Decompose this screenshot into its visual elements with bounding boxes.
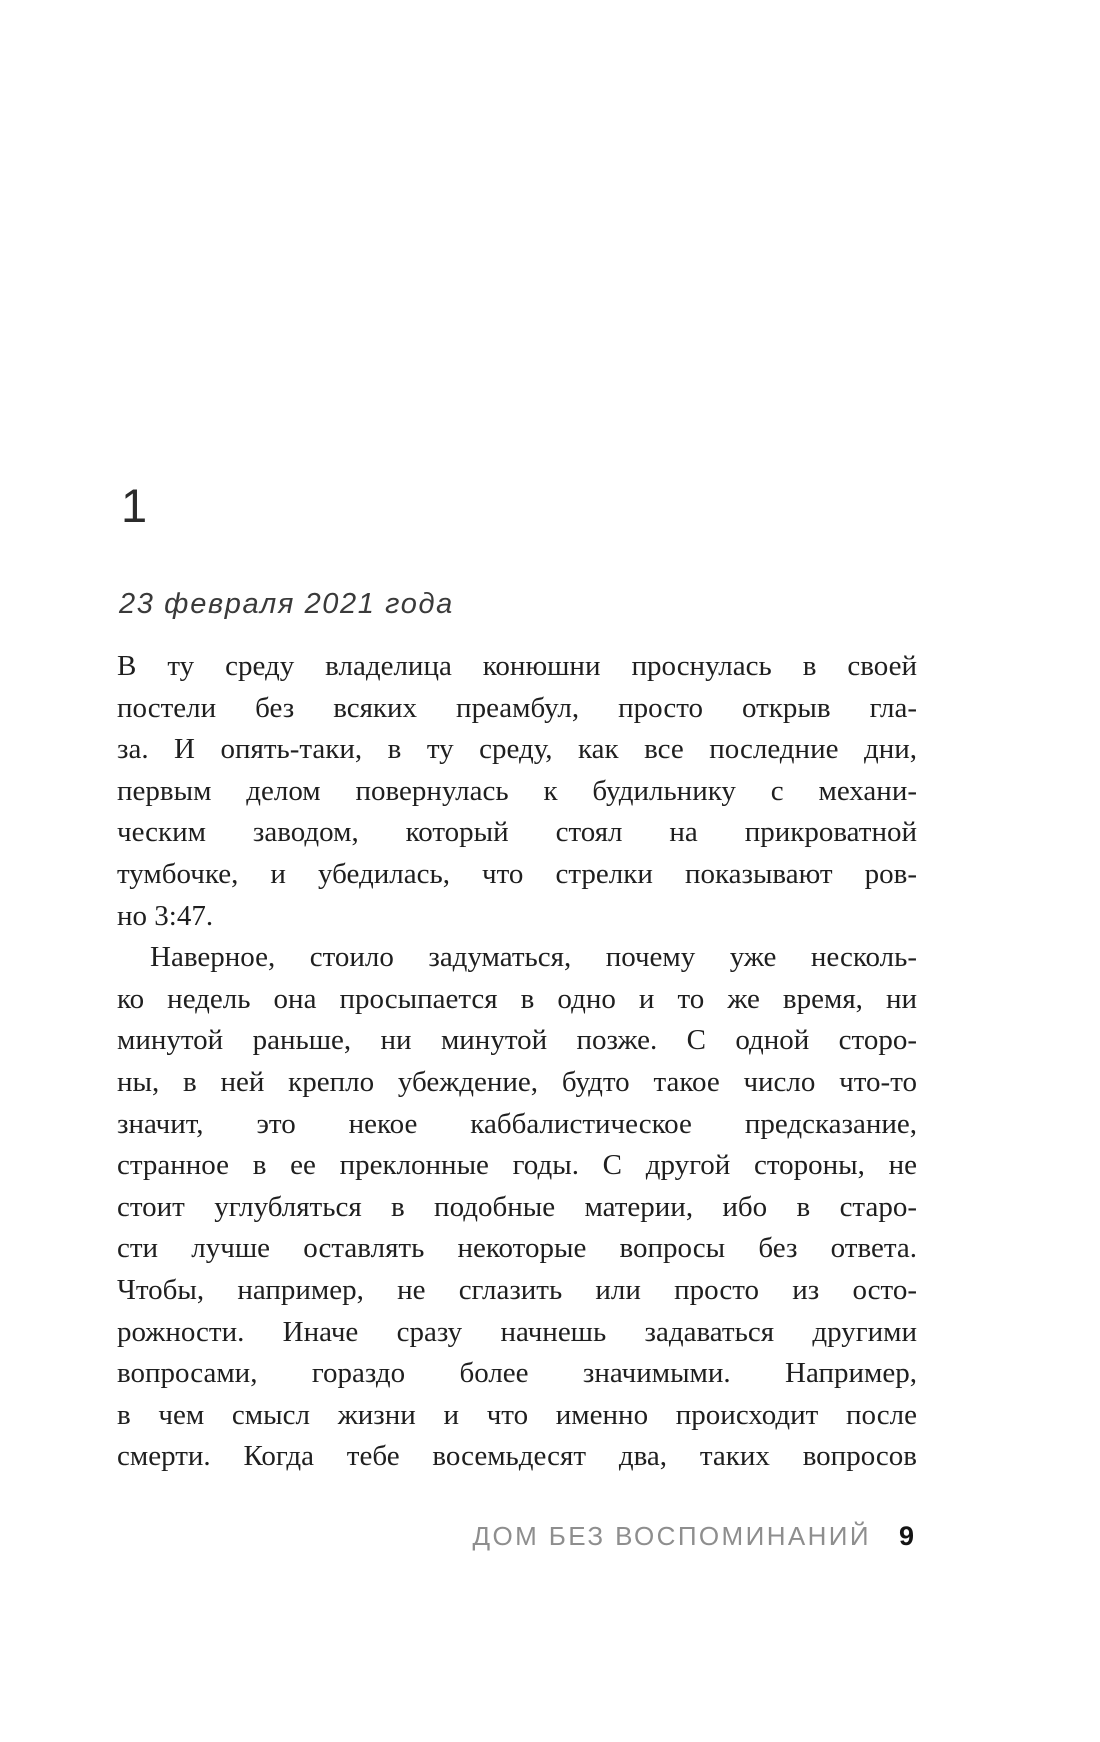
body-line: странное в ее преклонные годы. С другой стороны, не bbox=[117, 1149, 917, 1182]
body-line: сти лучше оставлять некоторые вопросы без ответа. bbox=[117, 1232, 917, 1265]
body-line: в чем смысл жизни и что именно происходит после bbox=[117, 1398, 917, 1431]
body-line: стоит углубляться в подобные материи, ибо в старо- bbox=[117, 1190, 917, 1223]
chapter-date-heading: 23 февраля 2021 года bbox=[119, 588, 454, 620]
page-number: 9 bbox=[898, 1521, 915, 1551]
body-line: ческим заводом, который стоял на прикроватной bbox=[117, 816, 917, 849]
page-footer bbox=[117, 1521, 915, 1552]
body-line: смерти. Когда тебе восемьдесят два, таких вопросов bbox=[117, 1440, 917, 1473]
body-line: ко недель она просыпается в одно и то же время, ни bbox=[117, 982, 917, 1015]
body-line: Чтобы, например, не сглазить или просто из осто- bbox=[117, 1273, 917, 1306]
body-line: постели без всяких преамбул, просто открыв гла- bbox=[117, 691, 917, 724]
body-line: но 3:47. bbox=[117, 899, 214, 932]
body-line: минутой раньше, ни минутой позже. С одной сторо- bbox=[117, 1024, 917, 1057]
body-text bbox=[117, 646, 917, 1478]
body-line: рожности. Иначе сразу начнешь задаваться другими bbox=[117, 1315, 917, 1348]
body-line: Наверное, стоило задуматься, почему уже несколь- bbox=[150, 941, 917, 974]
body-line: вопросами, гораздо более значимыми. Например, bbox=[117, 1357, 917, 1390]
body-line: за. И опять-таки, в ту среду, как все последние дни, bbox=[117, 733, 917, 766]
body-line: значит, это некое каббалистическое предсказание, bbox=[117, 1107, 917, 1140]
body-line: тумбочке, и убедилась, что стрелки показывают ров- bbox=[117, 857, 917, 890]
running-title: ДОМ БЕЗ ВОСПОМИНАНИЙ bbox=[472, 1521, 871, 1551]
body-line: ны, в ней крепло убеждение, будто такое число что-то bbox=[117, 1065, 917, 1098]
chapter-number: 1 bbox=[121, 479, 148, 532]
body-line: первым делом повернулась к будильнику с механи- bbox=[117, 774, 917, 807]
body-line: В ту среду владелица конюшни проснулась в своей bbox=[117, 650, 917, 682]
